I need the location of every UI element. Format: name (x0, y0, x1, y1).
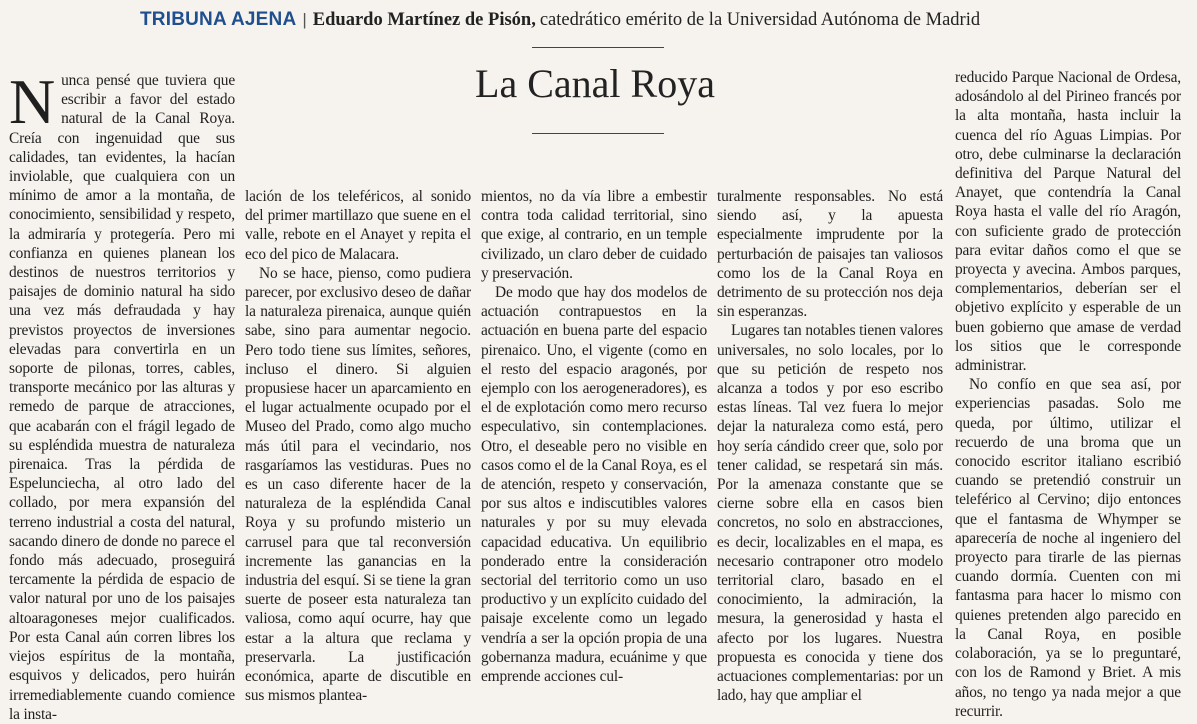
paragraph: De modo que hay dos modelos de actuación contrapuestos en la actuación en buena parte del espacio pirenaico. Uno, el vigente (como en el resto del espacio aragonés, por ejemplo con los aerogeneradores), es el de explotación como mero recurso especulativo, sin contemplaciones. Otro, el deseable pero no visible en casos como el de la Canal Roya, es el de atención, respeto y conservación, por sus altos e indiscutibles valores naturales y por su muy elevada capacidad educativa. Un equilibrio ponderado entre la consideración sectorial del territorio como un uso productivo y un explícito cuidado del paisaje excelente como un legado vendría a ser la opción propia de una gobernanza madura, ecuánime y que emprende acciones cul- (481, 284, 707, 686)
paragraph-text: unca pensé que tuviera que escribir a favor del estado natural de la Canal Roya. Creía con ingenuidad que sus calidades, tan evidentes, la hacían inviolable, que cualquiera con un mínimo de amor a la montaña, de conocimiento, sensibilidad y respeto, la admiraría y protegería. Pero mi confianza en quienes planean los destinos de nuestros territorios y paisajes de dominio natural ha sido una vez más defraudada y hay previstos proyectos de inversiones elevadas para convertirla en un soporte de pilonas, torres, cables, transporte mecánico por las alturas y remedo de parque de atracciones, que acabarán con el frágil legado de su espléndida muestra de naturaleza pirenaica. Tras la pérdida de Espelunciecha, al otro lado del collado, por mera expansión del terreno industrial a costa del natural, sacando dinero de donde no parece el fondo más adecuado, proseguirá tercamente la pérdida de espacio de valor natural por uno de los paisajes altoaragoneses mejor cualificados. Por esta Canal aún corren libres los viejos espíritus de la montaña, esquivos y delicados, pero huirán irremediablemente cuando comience la insta- (9, 72, 235, 723)
paragraph: turalmente responsables. No está siendo así, y la apuesta especialmente imprudente por la perturbación de paisajes tan valiosos como los de la Canal Roya en detrimento de su protección nos deja sin esperanzas. (717, 188, 943, 321)
section-label: TRIBUNA AJENA (140, 9, 297, 30)
drop-cap: N (9, 66, 56, 137)
article-header (140, 9, 1150, 39)
text-column-2 (245, 187, 471, 705)
paragraph: reducido Parque Nacional de Ordesa, adosándolo al del Pirineo francés por la alta montaña, hasta incluir la cuenca del río Aguas Limpias. Por otro, debe culminarse la declaración definitiva del Parque Natural del Anayet, que contendría la Canal Roya hasta el valle del río Aragón, con suficiente grado de protección para evitar daños como el que se proyecta y avecina. Ambos parques, complementarios, deberían ser el objetivo explícito y esperable de un buen gobierno que amase de verdad los sitios que le corresponde administrar. (955, 69, 1181, 375)
paragraph: lación de los teleféricos, al sonido del primer martillazo que suene en el valle, rebote en el Anayet y repita el eco del pico de Malacara. (245, 188, 471, 263)
text-column-4 (717, 187, 943, 705)
author-name: Eduardo Martínez de Pisón, (312, 10, 536, 30)
article-title: La Canal Roya (475, 61, 715, 106)
title-rule-top (532, 47, 664, 48)
header-separator: | (302, 10, 307, 29)
paragraph: mientos, no da vía libre a embestir contra toda calidad territorial, sino que exige, al contrario, en un temple civilizado, un claro deber de cuidado y preservación. (481, 188, 707, 282)
paragraph: No confío en que sea así, por experiencias pasadas. Solo me queda, por último, utilizar el recuerdo de una broma que un conocido escritor italiano escribió cuando se pretendió construir un teleférico al Cervino; dijo entonces que el fantasma de Whymper se aparecería de noche al ingeniero del proyecto para tirarle de las piernas cuando dormía. Cuenten con mi fantasma para hacer lo mismo con quienes pretenden algo parecido en la Canal Roya, en posible colaboración, ya se lo preguntaré, con los de Ramond y Briet. A mis años, no tengo ya nada mejor a que recurrir. (955, 376, 1181, 720)
title-rule-bottom (532, 133, 664, 134)
text-column-5 (955, 68, 1181, 720)
author-role: catedrático emérito de la Universidad Autónoma de Madrid (539, 10, 981, 30)
text-column-3 (481, 187, 707, 687)
paragraph: No se hace, pienso, como pudiera parecer, por exclusivo deseo de dañar la naturaleza pirenaica, aunque quién sabe, sino para aumentar negocio. Pero todo tiene sus límites, señores, incluso el dinero. Si alguien propusiese hacer un aparcamiento en el lugar actualmente ocupado por el Museo del Prado, como algo mucho más útil para el vecindario, nos rasgaríamos las vestiduras. Pues no es un caso diferente hacer de la naturaleza de la espléndida Canal Roya y su profundo misterio un carrusel para que tal reconversión incremente las ganancias en la industria del esquí. Si se tiene la gran suerte de poseer esta naturaleza tan valiosa, como aquí ocurre, hay que estar a la altura que reclama y preservarla. La justificación económica, aparte de discutible en sus mismos plantea- (245, 264, 471, 705)
paragraph: Lugares tan notables tienen valores universales, no solo locales, por lo que su petición de respeto nos alcanza a todos y por eso escribo estas líneas. Tal vez fuera lo mejor dejar la naturaleza como está, pero hoy sería cándido creer que, solo por tener calidad, se respetará sin más. Por la amenaza constante que se cierne sobre ella en casos bien concretos, no solo en abstracciones, es decir, localizables en el mapa, es necesario contraponer otro modelo territorial claro, basado en el conocimiento, la admiración, la mesura, la generosidad y hasta el afecto por los lugares. Nuestra propuesta es conocida y tiene dos actuaciones complementarias: por un lado, hay que ampliar el (717, 322, 943, 705)
text-column-1 (9, 66, 235, 723)
paragraph (9, 66, 235, 724)
